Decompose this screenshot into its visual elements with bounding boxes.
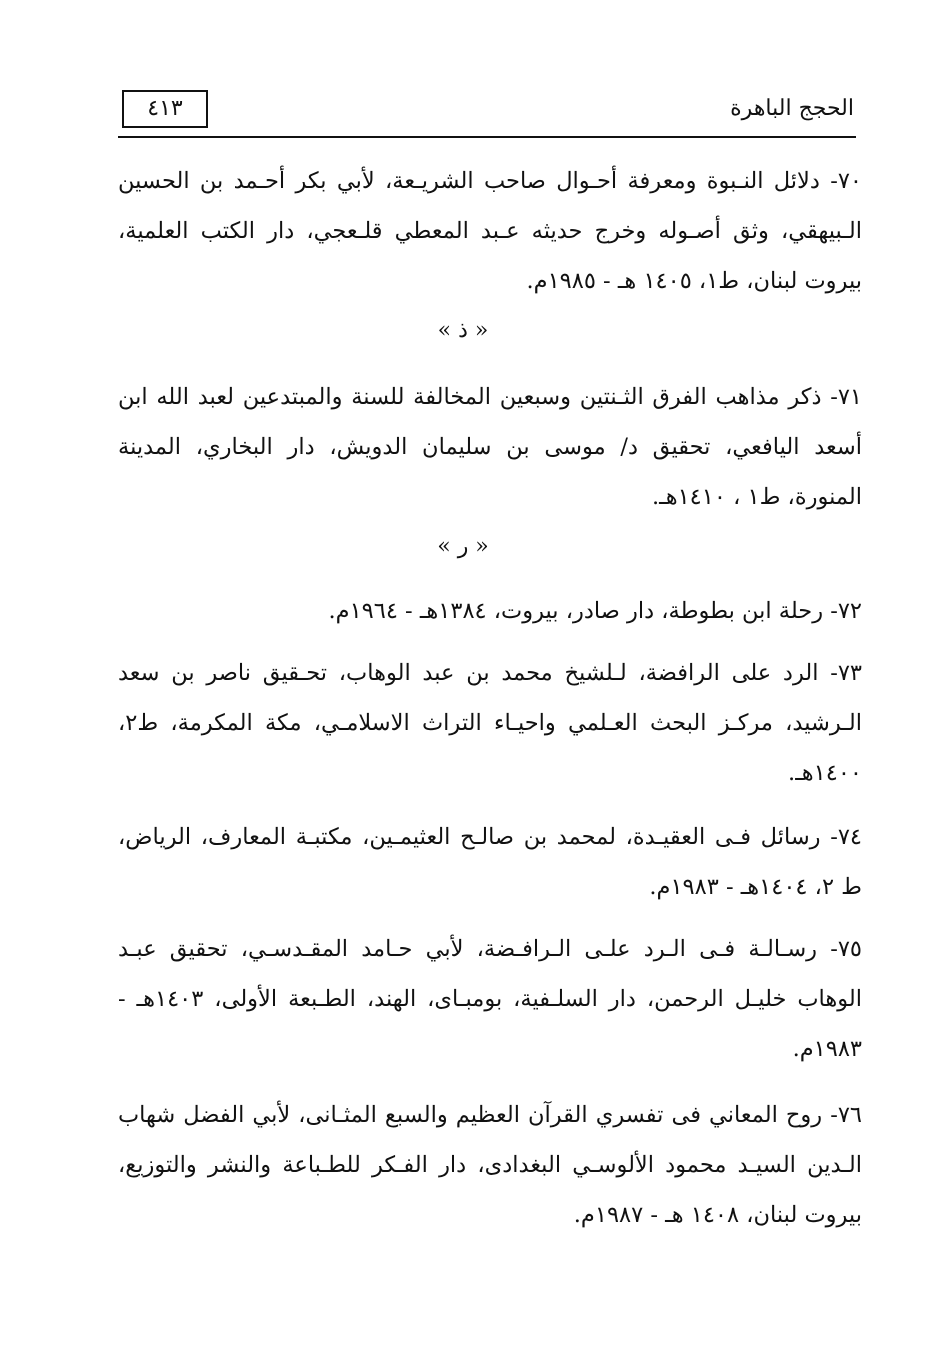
entry-text: دلائل النـبوة ومعرفة أحـوال صاحب الشريـعة، لأبي بكر أحـمد بن الحسين الـبيهقي، وثق أصـوله وخرج حديثه عـبد المعطي قلـعجي، دار الكتب العلمية، بيروت لبنان، ط١، ١٤٠٥ هـ - ١٩٨٥م. (118, 168, 862, 294)
bibliography-entry-75 (118, 924, 862, 1074)
section-letter-dhal: « ذ » (437, 318, 489, 343)
bibliography-entry-72 (118, 586, 862, 636)
section-letter-ra: « ر » (437, 534, 489, 559)
bibliography-entry-73 (118, 648, 862, 798)
entry-number: ٧٥- (830, 936, 863, 962)
entry-text: رسـالـة فـى الـرد علـى الـرافـضة، لأبي حـامد المقـدسـي، تحقيق عبـد الوهاب خليـل الرحمن، دار السلـفية، بومبـاى، الهند، الطـبعة الأولى، ١٤٠٣هـ - ١٩٨٣م. (118, 936, 863, 1062)
entry-text: روح المعاني فى تفسري القرآن العظيم والسبع المثـانى، لأبي الفضل شهاب الـدين السيـد محمود الألوسـي البغدادى، دار الفـكر للطـباعة والنشر والتوزيع، بيروت لبنان، ١٤٠٨ هـ - ١٩٨٧م. (118, 1102, 862, 1228)
bibliography-entry-74 (118, 812, 862, 912)
entry-number: ٧٠- (830, 168, 863, 194)
entry-text: ذكر مذاهب الفرق الثـنتين وسبعين المخالفة للسنة والمبتدعين لعبد الله ابن أسعد اليافعي، تحقيق د/ موسى بن سليمان الدويش، دار البخاري، المدينة المنورة، ط١ ، ١٤١٠هـ. (118, 384, 862, 510)
bibliography-entry-70 (118, 156, 862, 306)
running-header (118, 88, 856, 136)
header-rule (118, 136, 856, 138)
entry-text: رسائل فـى العقيـدة، لمحمد بن صالـح العثيمـين، مكتبـة المعارف، الرياض، ط ٢، ١٤٠٤هـ - ١٩٨٣م. (118, 824, 862, 900)
page-number: ٤١٣ (122, 90, 208, 128)
entry-text: رحلة ابن بطوطة، دار صادر، بيروت، ١٣٨٤هـ - ١٩٦٤م. (328, 598, 824, 624)
entry-number: ٧١- (830, 384, 862, 410)
entry-number: ٧٣- (830, 660, 862, 686)
entry-number: ٧٦- (830, 1102, 862, 1128)
bibliography-entry-71 (118, 372, 862, 522)
book-title: الحجج الباهرة (730, 96, 854, 121)
entry-text: الرد على الرافضة، لـلشيخ محمد بن عبد الوهاب، تحـقيق ناصر بن سعد الـرشيد، مركـز البحث العـلمي واحيـاء التراث الاسلامـي، مكة المكرمة، ط٢، ١٤٠٠هـ. (118, 660, 862, 786)
entry-number: ٧٤- (830, 824, 862, 850)
bibliography-entry-76 (118, 1090, 862, 1240)
entry-number: ٧٢- (830, 598, 862, 624)
